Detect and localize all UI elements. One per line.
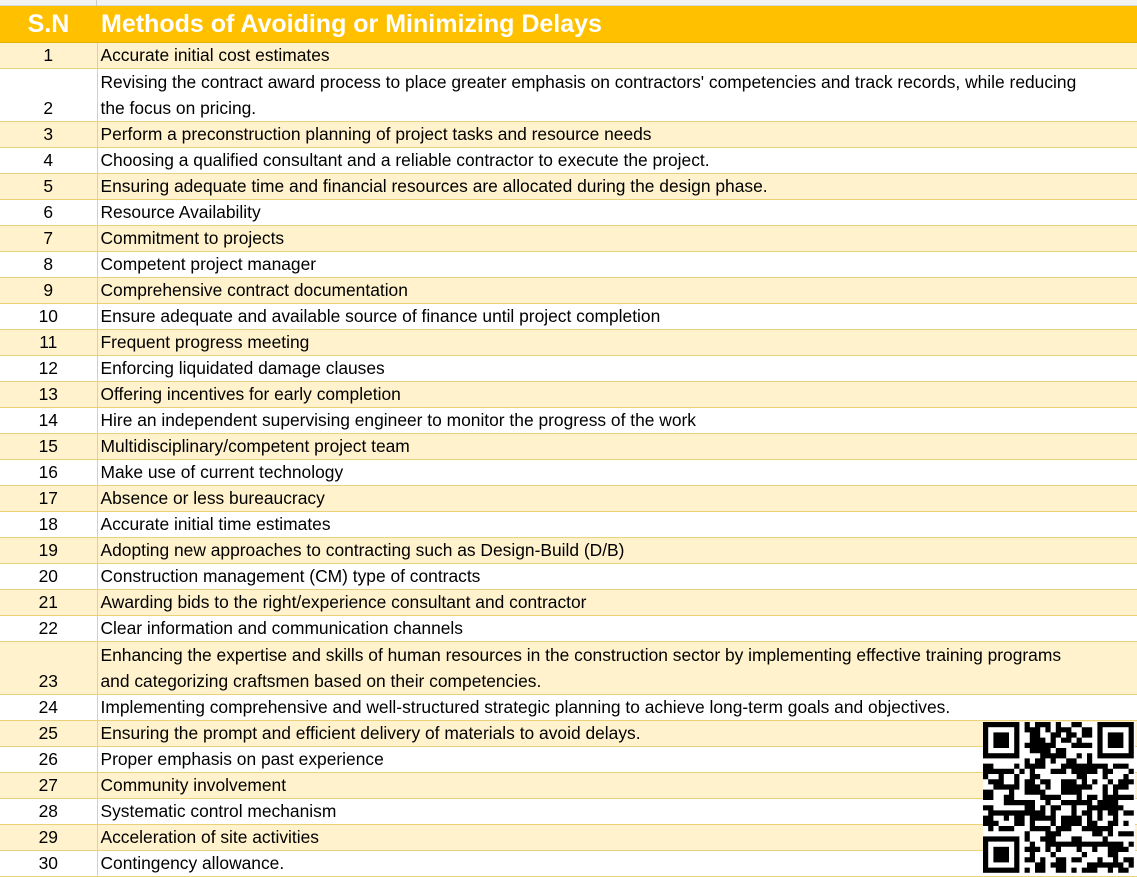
delay-methods-table [0,6,1137,877]
column-separator [96,0,97,6]
header-sn[interactable]: S.N [0,6,97,43]
row-number-cell[interactable]: 7 [0,226,97,252]
row-method-cell[interactable]: Proper emphasis on past experience [97,747,1137,773]
table-row [0,304,1137,330]
table-row [0,330,1137,356]
row-number-cell[interactable]: 28 [0,799,97,825]
row-number-cell[interactable]: 30 [0,851,97,877]
row-method-cell[interactable]: Choosing a qualified consultant and a reliable contractor to execute the project. [97,148,1137,174]
row-number-cell[interactable]: 2 [0,69,97,122]
row-number-cell[interactable]: 27 [0,773,97,799]
table-row [0,226,1137,252]
row-number-cell[interactable]: 6 [0,200,97,226]
row-number-cell[interactable]: 17 [0,486,97,512]
row-number-cell[interactable]: 15 [0,434,97,460]
row-number-cell[interactable]: 3 [0,122,97,148]
row-method-cell[interactable]: Competent project manager [97,252,1137,278]
row-method-cell[interactable]: Accurate initial cost estimates [97,43,1137,69]
row-method-cell[interactable]: Multidisciplinary/competent project team [97,434,1137,460]
row-method-cell[interactable]: Accurate initial time estimates [97,512,1137,538]
table-row [0,486,1137,512]
row-number-cell[interactable]: 23 [0,642,97,695]
table-row [0,174,1137,200]
row-number-cell[interactable]: 24 [0,695,97,721]
table-row [0,616,1137,642]
row-method-cell[interactable]: Ensuring the prompt and efficient delivery of materials to avoid delays. [97,721,1137,747]
sheet-top-edge [0,0,1137,6]
row-method-cell[interactable]: Awarding bids to the right/experience consultant and contractor [97,590,1137,616]
table-row [0,564,1137,590]
row-method-cell[interactable]: Comprehensive contract documentation [97,278,1137,304]
table-row [0,122,1137,148]
row-method-cell[interactable]: Community involvement [97,773,1137,799]
row-method-cell[interactable]: Offering incentives for early completion [97,382,1137,408]
table-body [0,43,1137,877]
table-row [0,148,1137,174]
row-method-cell[interactable]: Acceleration of site activities [97,825,1137,851]
row-method-cell[interactable]: Contingency allowance. [97,851,1137,877]
row-number-cell[interactable]: 29 [0,825,97,851]
row-number-cell[interactable]: 19 [0,538,97,564]
row-method-cell[interactable]: Revising the contract award process to place greater emphasis on contractors' competencies and track records, while reducing the focus on pricing. [97,69,1137,122]
row-method-cell[interactable]: Frequent progress meeting [97,330,1137,356]
row-number-cell[interactable]: 5 [0,174,97,200]
row-number-cell[interactable]: 16 [0,460,97,486]
row-method-cell[interactable]: Hire an independent supervising engineer to monitor the progress of the work [97,408,1137,434]
table-row [0,825,1137,851]
row-number-cell[interactable]: 8 [0,252,97,278]
row-number-cell[interactable]: 1 [0,43,97,69]
table-row [0,382,1137,408]
table-row [0,460,1137,486]
table-row [0,747,1137,773]
qr-code-graphic [983,722,1135,873]
row-method-cell[interactable]: Adopting new approaches to contracting such as Design-Build (D/B) [97,538,1137,564]
row-method-cell[interactable]: Implementing comprehensive and well-structured strategic planning to achieve long-term goals and objectives. [97,695,1137,721]
row-method-cell[interactable]: Enforcing liquidated damage clauses [97,356,1137,382]
table-row [0,43,1137,69]
row-method-cell[interactable]: Resource Availability [97,200,1137,226]
row-method-cell[interactable]: Perform a preconstruction planning of project tasks and resource needs [97,122,1137,148]
row-number-cell[interactable]: 10 [0,304,97,330]
row-method-cell[interactable]: Ensure adequate and available source of finance until project completion [97,304,1137,330]
table-row [0,590,1137,616]
row-number-cell[interactable]: 20 [0,564,97,590]
table-row [0,538,1137,564]
row-method-cell[interactable]: Clear information and communication channels [97,616,1137,642]
row-number-cell[interactable]: 13 [0,382,97,408]
qr-code [983,722,1135,873]
table-row [0,721,1137,747]
row-number-cell[interactable]: 11 [0,330,97,356]
row-number-cell[interactable]: 14 [0,408,97,434]
table-row [0,695,1137,721]
row-method-cell[interactable]: Ensuring adequate time and financial resources are allocated during the design phase. [97,174,1137,200]
row-method-cell[interactable]: Enhancing the expertise and skills of human resources in the construction sector by implementing effective training programs and categorizing craftsmen based on their competencies. [97,642,1137,695]
row-method-cell[interactable]: Systematic control mechanism [97,799,1137,825]
header-title[interactable]: Methods of Avoiding or Minimizing Delays [97,6,1137,43]
row-number-cell[interactable]: 9 [0,278,97,304]
table-row [0,799,1137,825]
row-method-cell[interactable]: Construction management (CM) type of contracts [97,564,1137,590]
row-number-cell[interactable]: 21 [0,590,97,616]
table-header-row [0,6,1137,43]
row-number-cell[interactable]: 4 [0,148,97,174]
row-method-cell[interactable]: Absence or less bureaucracy [97,486,1137,512]
row-number-cell[interactable]: 25 [0,721,97,747]
qr-finder-square [1100,725,1131,756]
row-number-cell[interactable]: 18 [0,512,97,538]
row-method-cell[interactable]: Make use of current technology [97,460,1137,486]
table-row [0,69,1137,122]
row-method-cell[interactable]: Commitment to projects [97,226,1137,252]
qr-finder-square [986,725,1017,756]
table-row [0,642,1137,695]
table-row [0,278,1137,304]
row-number-cell[interactable]: 22 [0,616,97,642]
table-row [0,356,1137,382]
table-row [0,512,1137,538]
row-number-cell[interactable]: 12 [0,356,97,382]
table-row [0,408,1137,434]
qr-finder-square [986,839,1017,870]
table-row [0,252,1137,278]
table-row [0,200,1137,226]
table-row [0,434,1137,460]
table-row [0,773,1137,799]
row-number-cell[interactable]: 26 [0,747,97,773]
